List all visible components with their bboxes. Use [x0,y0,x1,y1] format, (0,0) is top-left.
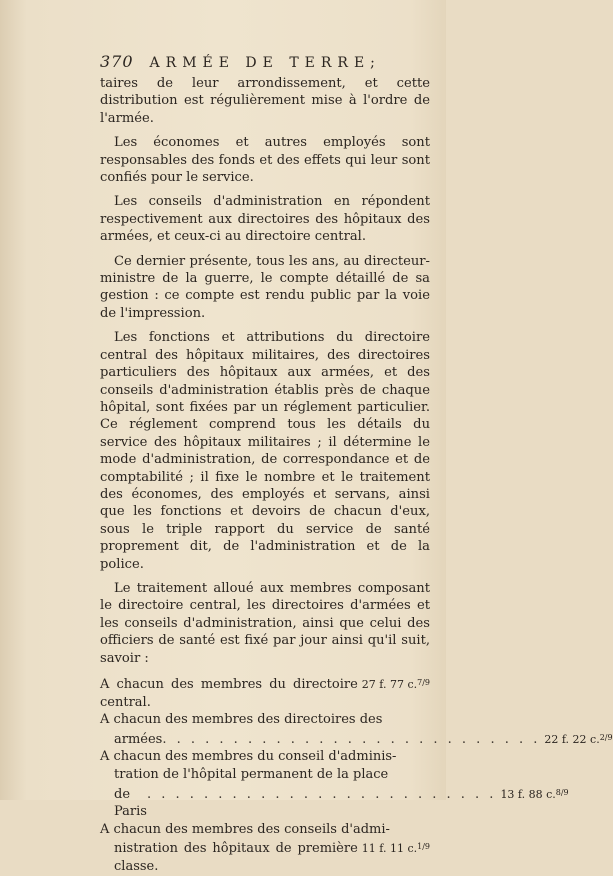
page-number: 370 [100,52,134,71]
leader-dots: . . . . . . . . . . . . . . . . . . . . . . . . . . . [162,731,541,747]
row-label: armées [114,731,163,747]
row-value: 11 f. 11 c.$^{1/9}$ [361,842,430,856]
running-head: ARMÉE DE TERRE; [149,55,381,71]
row-label: A chacun des membres des conseils d'admi- [100,821,390,837]
row-value: 13 f. 88 c.$^{8/9}$ [500,787,569,801]
salary-row [100,711,430,729]
paragraph: Le traitement alloué aux membres composant le directoire central, les directoires d'armées et les conseils d'administration, ainsi que celui des officiers de santé est fixé par jour ainsi qu'il suit, savoir : [100,580,430,666]
salary-row [100,821,430,839]
salary-table [100,674,613,876]
row-label: A chacun des membres du directoire central. [100,677,358,710]
paragraph: Les fonctions et attributions du directoire central des hôpitaux militaires, des directoires particuliers des hôpitaux aux armées, et des conseils d'administration établis près de chaque hôpital, sont fixées par un réglement particulier. Ce réglement comprend tous les détails du service des hôpitaux militaires ; il détermine le mode d'administration, de correspondance et de comptabilité ; il fixe le nombre et le traitement des économes, des employés et servans, ainsi que les fonctions et devoirs de chacun d'eux, sous le triple rapport du service de santé proprement dit, de l'administration et de la police. [100,330,430,572]
salary-row [100,748,430,766]
salary-row-cont [100,838,430,875]
row-label: A chacun des membres des directoires des [100,712,383,728]
row-label: tration de l'hôpital permanent de la place [114,766,389,782]
row-value: 27 f. 77 c.$^{7/9}$ [361,678,430,691]
page-body [100,75,613,876]
row-value: 22 f. 22 c.$^{2/9}$ [544,732,613,746]
row-label: de Paris [114,786,147,820]
page-header [100,52,416,71]
salary-row-cont [100,784,569,821]
row-label: nistration des hôpitaux de première classe. [114,841,358,874]
paragraph: taires de leur arrondissement, et cette distribution est régulièrement mise à l'ordre de l'armée. [100,76,430,126]
row-label: A chacun des membres du conseil d'adminis- [100,749,397,765]
salary-row [100,674,430,711]
salary-row-cont [100,729,613,749]
paragraph: Les économes et autres employés sont responsables des fonds et des effets qui leur sont confiés pour le service. [100,135,430,186]
paragraph: Les conseils d'administration en répondent respectivement aux directoires des hôpitaux des armées, et ceux-ci au directoire central. [100,194,430,245]
paragraph: Ce dernier présente, tous les ans, au directeur-ministre de la guerre, le compte détaillé de sa gestion : ce compte est rendu public par la voie de l'impression. [100,253,430,321]
salary-row-cont [100,766,430,784]
leader-dots: . . . . . . . . . . . . . . . . . . . . . . . . . [146,786,497,802]
